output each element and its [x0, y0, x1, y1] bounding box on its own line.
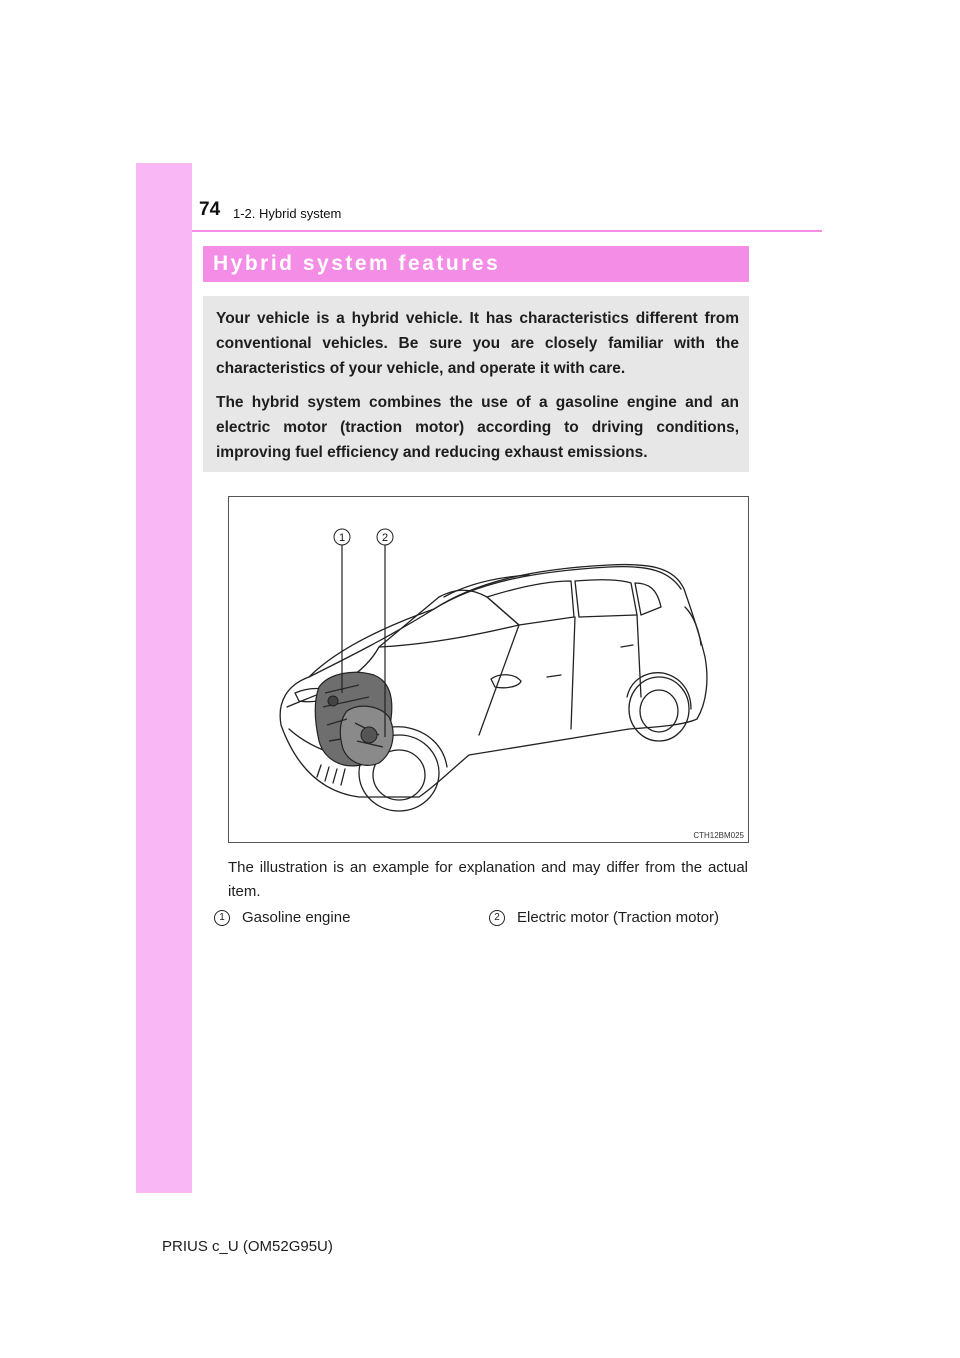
section-label: 1-2. Hybrid system: [233, 206, 342, 221]
figure-caption: The illustration is an example for explanation and may differ from the actual item.: [228, 859, 748, 900]
legend-number-1: 1: [214, 910, 230, 926]
legend-label-2: Electric motor (Traction motor): [517, 909, 719, 926]
section-title-bar: [203, 246, 749, 282]
intro-box: [203, 296, 749, 472]
car-drawing: [229, 497, 748, 842]
callout-1: [334, 529, 350, 545]
legend-label-1: Gasoline engine: [242, 909, 351, 926]
footer-model-code: PRIUS c_U (OM52G95U): [162, 1238, 333, 1255]
header-rule: [192, 230, 822, 232]
legend-item-2: [489, 909, 719, 926]
intro-paragraph-2: The hybrid system combines the use of a gasoline engine and an electric motor (traction motor) according to driving conditions, improving fuel efficiency and reducing exhaust emissions.: [216, 394, 739, 461]
page-number: 74: [199, 199, 221, 220]
callout-1-label: 1: [338, 532, 346, 544]
side-tab-bar: [136, 163, 192, 1193]
powertrain-cutaway: [315, 672, 393, 766]
section-title: Hybrid system features: [213, 252, 501, 275]
figure-code: CTH12BM025: [693, 831, 744, 840]
vehicle-illustration: [228, 496, 749, 843]
legend-item-1: [214, 909, 350, 926]
intro-paragraph-1: Your vehicle is a hybrid vehicle. It has characteristics different from conventional vehicles. Be sure you are closely familiar with the characteristics of your vehicle, and operate it with care.: [216, 310, 739, 377]
legend-number-2: 2: [489, 910, 505, 926]
callout-2-label: 2: [381, 532, 389, 544]
callout-2: [377, 529, 393, 545]
